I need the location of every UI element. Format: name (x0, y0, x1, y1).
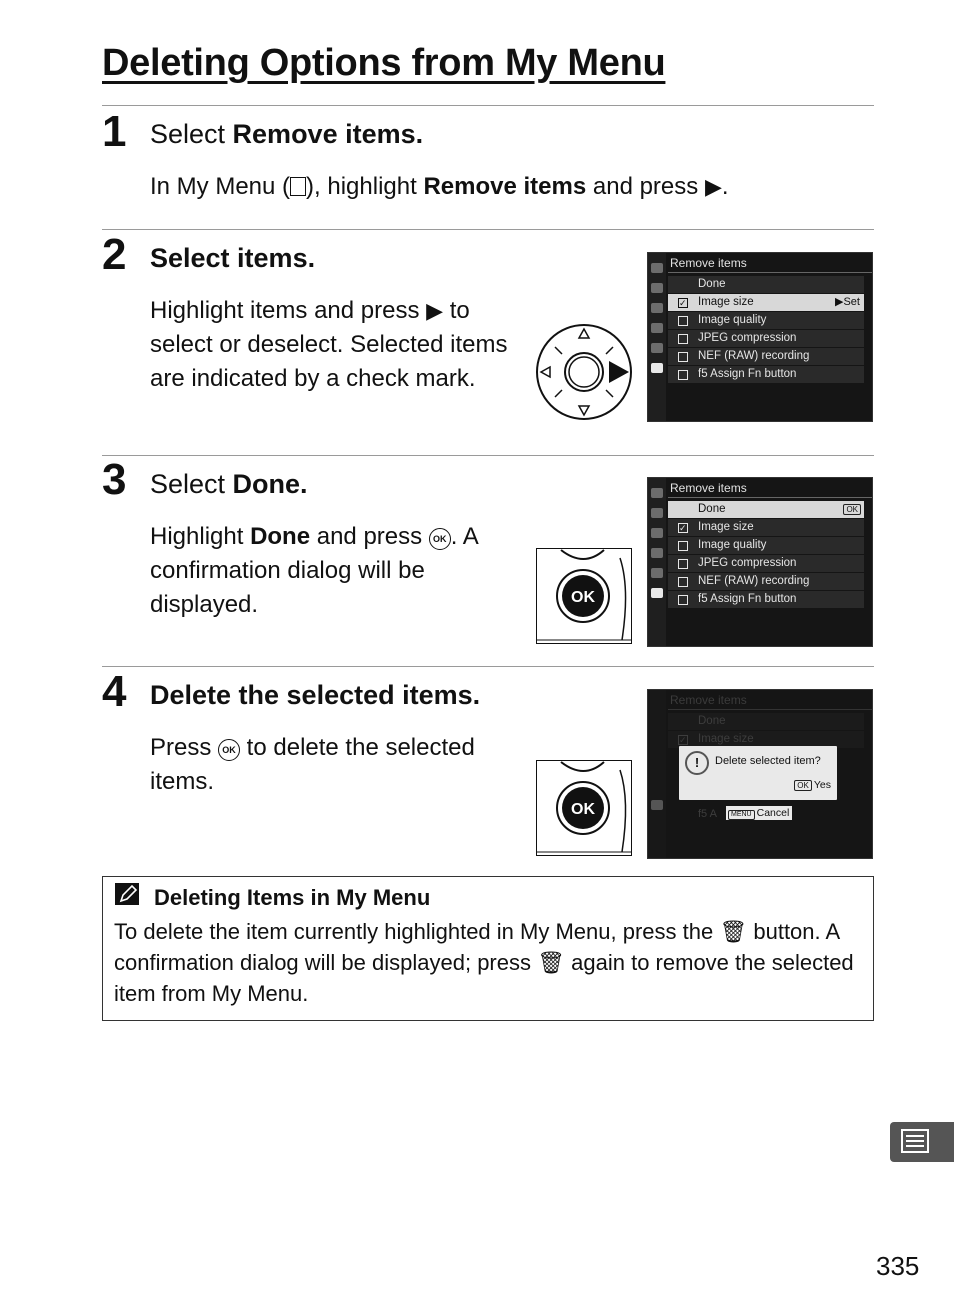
set-label: ▶Set (835, 296, 860, 308)
section-tab (890, 1122, 954, 1162)
step-1-body (150, 170, 850, 204)
note-body (114, 916, 854, 1009)
row-label: Done (698, 278, 726, 290)
ok-button-label: OK (571, 801, 595, 818)
dialog-yes (794, 779, 831, 791)
right-arrow-icon: ▶ (704, 174, 722, 199)
menu-row (668, 591, 864, 608)
note-text: again to remove the selected item from My Menu. (114, 950, 854, 1006)
menu-row (668, 312, 864, 329)
step-1-heading (150, 118, 423, 150)
note-text: To delete the item currently highlighted in My Menu, press the (114, 919, 720, 944)
step-2-text: Highlight items and press (150, 297, 427, 324)
ok-icon: OK (429, 528, 451, 550)
camera-screen-confirm (647, 689, 873, 859)
confirm-dialog (679, 746, 837, 800)
row-label: f5 Assign Fn button (698, 593, 797, 605)
step-1-text: ), highlight (306, 173, 424, 200)
step-2-body (150, 294, 520, 396)
menu-row-done (668, 501, 864, 518)
camera-screen-done (647, 477, 873, 647)
menu-list-icon (890, 1122, 954, 1162)
step-2-heading (150, 242, 315, 274)
right-arrow-icon: ▶ (426, 298, 444, 323)
menu-row (668, 519, 864, 536)
step-3-heading (150, 468, 308, 500)
warning-icon: ! (685, 751, 709, 775)
step-1-number: 1 (102, 107, 127, 156)
note-text: button. A confirmation dialog will be displayed; press (114, 919, 839, 975)
ok-badge: OK (843, 504, 861, 515)
step-2-heading-bold: Select items. (150, 243, 316, 273)
divider (102, 105, 874, 106)
trash-icon: 🗑 (719, 919, 748, 944)
menu-row (668, 573, 864, 590)
step-1-heading-bold: Remove items. (232, 119, 424, 149)
step-2-number: 2 (102, 230, 127, 279)
step-4-body (150, 731, 525, 799)
row-label: Done (698, 503, 726, 515)
step-3-text: . A confirmation dialog will be displayed. (150, 523, 478, 618)
row-label: Done (698, 715, 726, 727)
multi-selector-icon (535, 323, 633, 421)
row-label: Image size (698, 521, 754, 533)
step-1-text: . (721, 173, 729, 200)
step-1-bold: Remove items (423, 173, 587, 200)
step-3-number: 3 (102, 455, 127, 504)
menu-badge: MENU (728, 810, 755, 820)
menu-row (668, 366, 864, 383)
step-3-body (150, 520, 525, 622)
step-2-text: to select or deselect. Selected items are indicated by a check mark. (150, 297, 508, 392)
row-label: JPEG compression (698, 332, 797, 344)
step-1-text: and press (586, 173, 705, 200)
step-3-text: Highlight (150, 523, 251, 550)
menu-row-done (668, 713, 864, 730)
yes-label: Yes (813, 779, 831, 791)
menu-row (668, 294, 864, 311)
row-label: JPEG compression (698, 557, 797, 569)
ok-badge: OK (794, 780, 812, 791)
divider (102, 229, 874, 230)
row-label: Image quality (698, 539, 767, 551)
row-label: Image size (698, 733, 754, 745)
note-title: Deleting Items in My Menu (154, 885, 431, 910)
step-3-heading-pre: Select (150, 469, 233, 499)
step-4-text: Press (150, 734, 219, 761)
step-3-bold: Done (250, 523, 311, 550)
ok-button-icon (536, 760, 633, 857)
step-1-text: In My Menu ( (150, 173, 291, 200)
menu-row (668, 348, 864, 365)
my-menu-icon (290, 177, 306, 196)
row-label: NEF (RAW) recording (698, 575, 810, 587)
menu-row (668, 330, 864, 347)
step-1-heading-pre: Select (150, 119, 233, 149)
menu-row-done (668, 276, 864, 293)
divider (102, 455, 874, 456)
menu-row (668, 537, 864, 554)
menu-row (668, 555, 864, 572)
cancel-label: Cancel (756, 807, 790, 819)
ok-icon: OK (218, 739, 240, 761)
page-title: Deleting Options from My Menu (102, 42, 666, 84)
screen-header: Remove items (670, 693, 747, 707)
screen-header: Remove items (670, 481, 747, 495)
step-4-number: 4 (102, 667, 127, 716)
dialog-cancel (726, 806, 792, 820)
row-label: f5 A (698, 808, 717, 820)
ok-button-label: OK (571, 589, 595, 606)
row-label: Image quality (698, 314, 767, 326)
camera-screen-remove-items (647, 252, 873, 422)
screen-header: Remove items (670, 256, 747, 270)
row-label: f5 Assign Fn button (698, 368, 797, 380)
ok-button-icon (536, 548, 633, 645)
pencil-icon (115, 883, 139, 905)
row-label: NEF (RAW) recording (698, 350, 810, 362)
step-3-heading-bold: Done. (232, 469, 308, 499)
row-label: Image size (698, 296, 754, 308)
trash-icon: 🗑 (537, 950, 566, 975)
note-box (102, 876, 874, 1021)
page-number: 335 (876, 1251, 920, 1281)
step-3-text: and press (310, 523, 429, 550)
step-4-heading (150, 679, 480, 711)
step-4-heading-bold: Delete the selected items. (150, 680, 481, 710)
divider (102, 666, 874, 667)
dialog-question: Delete selected item? (715, 755, 821, 767)
step-4-text: to delete the selected items. (150, 734, 475, 795)
